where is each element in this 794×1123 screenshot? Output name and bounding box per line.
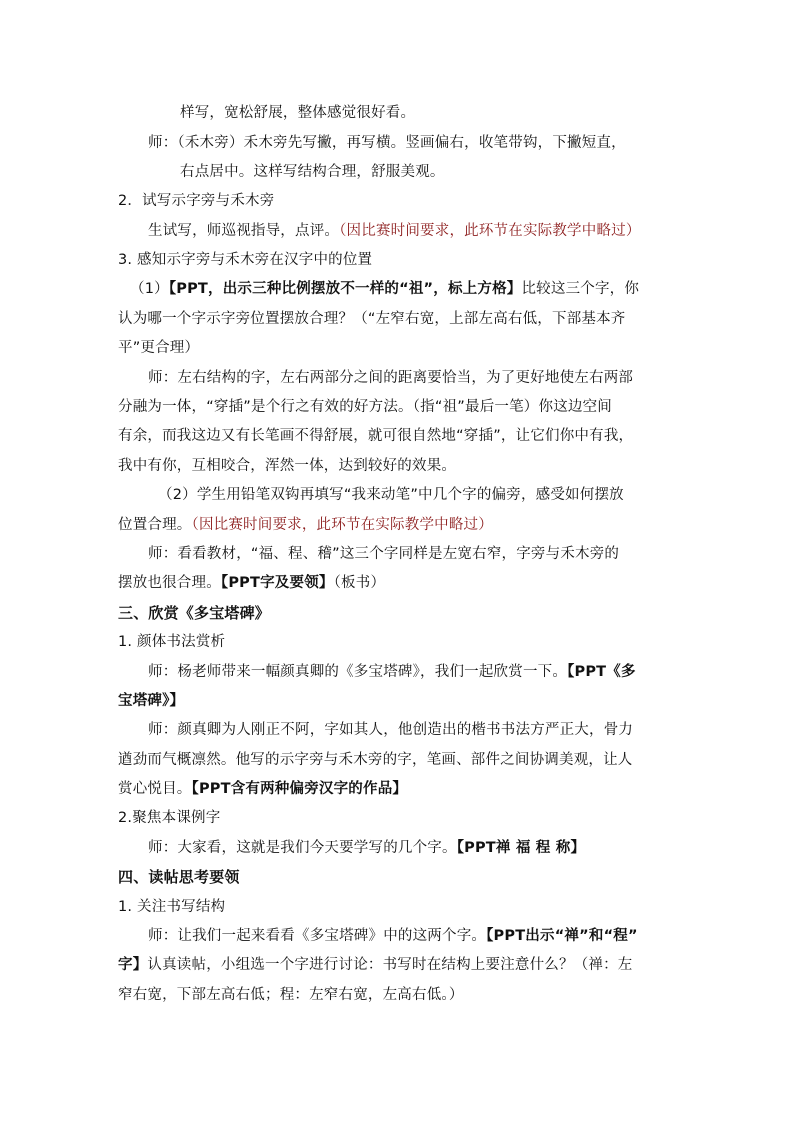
paragraph-line <box>148 833 585 863</box>
text-run: 平”更合理） <box>118 340 200 356</box>
text-run: 师：看看教材，“福、程、稽”这三个字同样是左宽右窄，字旁与禾木旁的 <box>148 546 620 562</box>
text-run: 位置合理。 <box>118 517 192 533</box>
ppt-cue: 宝塔碑》】 <box>118 693 185 709</box>
text-run: 2.聚焦本课例字 <box>118 810 221 826</box>
section-heading <box>118 598 270 628</box>
paragraph-line <box>148 657 636 687</box>
paragraph-line <box>148 715 633 745</box>
text-run: 师：颜真卿为人刚正不阿，字如其人，他创造出的楷书书法方严正大，骨力 <box>148 722 634 738</box>
paragraph-line <box>118 745 633 775</box>
paragraph-line <box>118 568 385 598</box>
list-item-title <box>118 892 225 922</box>
section-heading <box>118 862 240 892</box>
ppt-cue: 字】 <box>118 957 148 973</box>
text-run: 师：杨老师带来一幅颜真卿的《多宝塔碑》，我们一起欣赏一下。 <box>148 664 568 680</box>
red-note: （因比赛时间要求，此环节在实际教学中略过） <box>339 223 641 239</box>
ppt-cue: 【PPT，出示三种比例摆放不一样的“祖”，标上方格】 <box>168 281 522 297</box>
text-run: 遒劲而气概凛然。他写的示字旁与禾木旁的字，笔画、部件之间协调美观，让人 <box>118 752 633 768</box>
text-run: 有余，而我这边又有长笔画不得舒展，就可很自然地“穿插”，让它们你中有我， <box>118 428 634 444</box>
text-run: 师：（禾木旁）禾木旁先写撇，再写横。竖画偏右，收笔带钩，下撇短直， <box>148 135 626 151</box>
list-item-title <box>118 803 220 833</box>
text-run: 认真读帖，小组选一个字进行讨论：书写时在结构上要注意什么？（禅：左 <box>147 957 633 973</box>
list-item-title <box>118 245 372 275</box>
paragraph-line <box>148 216 641 246</box>
text-run: 我中有你，互相咬合，浑然一体，达到较好的效果。 <box>118 458 457 474</box>
list-item-title <box>118 186 274 216</box>
ppt-cue: 【PPT出示“禅”和“程” <box>486 928 638 944</box>
paragraph-line <box>118 451 456 481</box>
text-run: 2．试写示字旁与禾木旁 <box>118 193 275 209</box>
text-run: 比较这三个字，你 <box>521 281 640 297</box>
text-run: 样写，宽松舒展，整体感觉很好看。 <box>180 105 416 121</box>
text-run: （1） <box>130 281 169 297</box>
paragraph-line <box>118 950 633 980</box>
text-run: 摆放也很合理。 <box>118 575 221 591</box>
text-run: 赏心悦目。 <box>118 781 192 797</box>
paragraph-line <box>118 392 612 422</box>
paragraph-line <box>130 274 639 304</box>
paragraph-line <box>180 157 445 187</box>
text-run: 窄右宽，下部左高右低；程：左窄右宽，左高右低。） <box>118 987 464 1003</box>
ppt-cue: 【PPT《多 <box>567 664 636 680</box>
text-run: 师：左右结构的字，左右两部分之间的距离要恰当，为了更好地使左右两部 <box>148 370 634 386</box>
text-run: 生试写，师巡视指导，点评。 <box>148 223 340 239</box>
text-run: 1. 颜体书法赏析 <box>118 634 226 650</box>
paragraph-line <box>118 686 184 716</box>
text-run: （板书） <box>333 575 386 591</box>
text-run: 分融为一体，“穿插”是个行之有效的好方法。（指“祖”最后一笔）你这边空间 <box>118 399 612 415</box>
list-item-title <box>118 627 225 657</box>
text-run: 三、欣赏《多宝塔碑》 <box>118 604 271 622</box>
text-run: 师：大家看，这就是我们今天要学写的几个字。 <box>148 840 457 856</box>
paragraph-line <box>118 510 493 540</box>
paragraph-line <box>158 480 624 510</box>
ppt-cue: 【PPT含有两种偏旁汉字的作品】 <box>191 781 408 797</box>
red-note: （因比赛时间要求，此环节在实际教学中略过） <box>191 517 493 533</box>
paragraph-line <box>118 774 407 804</box>
paragraph-line <box>118 333 199 363</box>
ppt-cue: 【PPT禅 福 程 称】 <box>456 840 586 856</box>
paragraph-line <box>118 980 464 1010</box>
paragraph-line <box>148 363 633 393</box>
text-run: 右点居中。这样写结构合理，舒服美观。 <box>180 164 445 180</box>
paragraph-line <box>148 539 619 569</box>
text-run: 认为哪一个字示字旁位置摆放合理？（“左窄右宽，上部左高右低，下部基本齐 <box>118 311 626 327</box>
text-run: 师：让我们一起来看看《多宝塔碑》中的这两个字。 <box>148 928 487 944</box>
paragraph-line <box>148 921 638 951</box>
paragraph-line <box>118 421 633 451</box>
text-run: 3. 感知示字旁与禾木旁在汉字中的位置 <box>118 252 373 268</box>
paragraph-line <box>148 128 626 158</box>
text-run: 1. 关注书写结构 <box>118 899 226 915</box>
text-run: 四、读帖思考要领 <box>118 868 240 886</box>
paragraph-line <box>180 98 415 128</box>
ppt-cue: 【PPT字及要领】 <box>220 575 334 591</box>
text-run: （2）学生用铅笔双钩再填写“我来动笔”中几个字的偏旁，感受如何摆放 <box>158 487 624 503</box>
paragraph-line <box>118 304 626 334</box>
